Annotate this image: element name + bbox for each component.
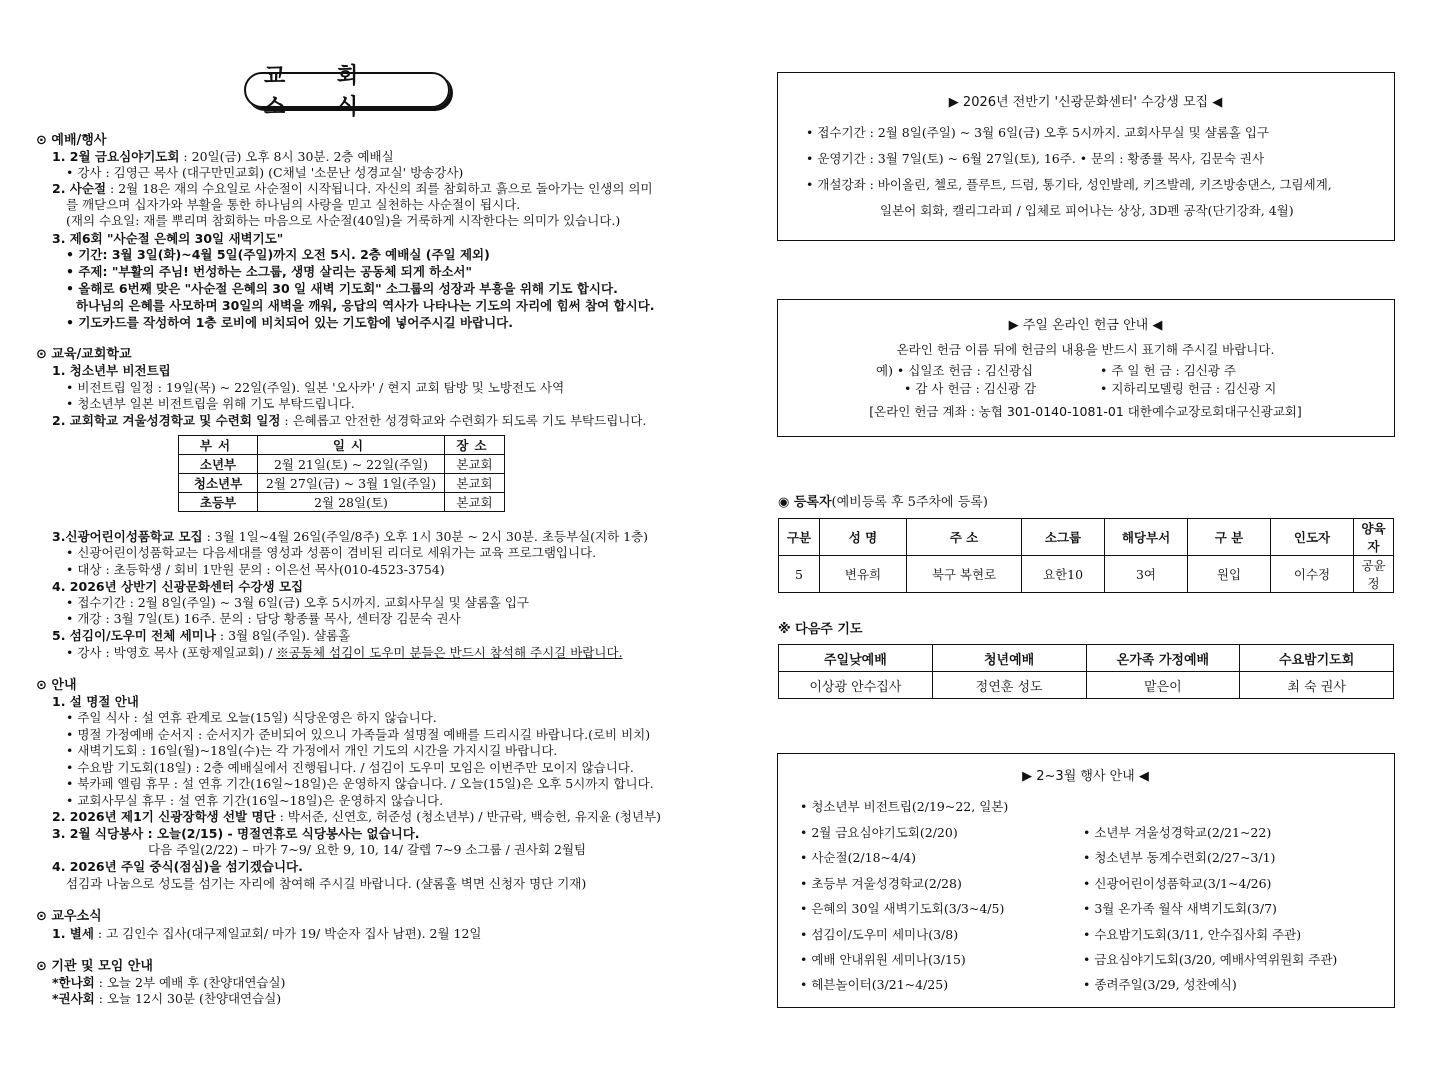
box-title: ▶ 2026년 전반기 '신광문화센터' 수강생 모집 ◀ <box>948 95 1223 110</box>
table-cell: 이수정 <box>1271 556 1354 593</box>
table-cell: 5 <box>779 556 820 593</box>
edu-item: • 청소년부 일본 비전트립을 위해 기도 부탁드립니다. <box>66 396 355 411</box>
section-heading: ⊙ 기관 및 모임 안내 <box>36 959 153 974</box>
table-header: 양육자 <box>1354 519 1394 556</box>
worship-item: • 올해로 6번째 맞은 "사순절 은혜의 30 일 새벽 기도회" 소그룹의 성장과 부흥을 위해 기도 합시다. <box>66 281 618 296</box>
members-item: 1. 별세 : 고 김인수 집사(대구제일교회/ 마가 19/ 박순자 집사 남편). 2월 12일 <box>52 926 482 941</box>
box-line: • 운영기간 : 3월 7일(토) ~ 6월 27일(토), 16주. • 문의 : 황종률 목사, 김문숙 권사 <box>806 151 1265 166</box>
table-cell: 2월 21일(토) ~ 22일(주일) <box>258 455 445 474</box>
section-heading: ⊙ 교육/교회학교 <box>36 347 132 362</box>
box-line: • 감 사 헌금 : 김신광 감 <box>904 381 1037 396</box>
notice-item: • 북카페 엘림 휴무 : 설 연휴 기간(16일~18일)은 운영하지 않습니다. / 오늘(15일)은 오후 5시까지 합니다. <box>66 776 654 791</box>
box-line: 일본어 회화, 캘리그라피 / 입체로 피어나는 상상, 3D펜 공작(단기강좌, 4월) <box>880 203 1294 218</box>
section-heading: ◉ 등록자(예비등록 후 5주차에 등록) <box>778 495 988 510</box>
table-row <box>779 556 1394 593</box>
worship-item: 를 깨닫으며 십자가와 부활을 통한 하나님의 사랑을 믿고 실천하는 사순절이 됩시다. <box>66 197 521 212</box>
box-line: 온라인 헌금 이름 뒤에 헌금의 내용을 반드시 표기해 주시길 바랍니다. <box>896 342 1275 357</box>
table-cell: 2월 27일(금) ~ 3월 1일(주일) <box>258 474 445 493</box>
list-item: • 2월 금요심야기도회(2/20) <box>800 825 958 840</box>
edu-item: 4. 2026년 상반기 신광문화센터 수강생 모집 <box>52 579 304 594</box>
edu-item: • 비전트립 일정 : 19일(목) ~ 22일(주일). 일본 '오사카' / 현지 교회 탐방 및 노방전도 사역 <box>66 380 565 395</box>
table-cell: 본교회 <box>445 455 505 474</box>
list-item: • 예배 안내위원 세미나(3/15) <box>800 952 966 967</box>
section-heading: ⊙ 교우소식 <box>36 909 102 924</box>
table-header: 구분 <box>779 519 820 556</box>
table-cell: 이상광 안수집사 <box>779 672 933 699</box>
culture-center-box <box>777 72 1395 241</box>
table-cell: 원입 <box>1188 556 1271 593</box>
list-item: • 헤븐놀이터(3/21~4/25) <box>800 977 949 992</box>
list-item: • 소년부 겨울성경학교(2/21~22) <box>1083 825 1272 840</box>
worship-item: 1. 2월 금요심야기도회 : 20일(금) 오후 8시 30분. 2층 예배실 <box>52 149 394 164</box>
table-cell: 최 숙 권사 <box>1240 672 1394 699</box>
table-header: 성 명 <box>820 519 907 556</box>
notice-item: • 교회사무실 휴무 : 설 연휴 기간(16일~18일)은 운영하지 않습니다. <box>66 793 444 808</box>
prayer-table <box>778 644 1394 699</box>
section-heading: ※ 다음주 기도 <box>778 622 863 637</box>
list-item: • 신광어린이성품학교(3/1~4/26) <box>1083 876 1272 891</box>
table-cell: 소년부 <box>179 455 258 474</box>
list-item: • 청소년부 동계수련회(2/27~3/1) <box>1083 850 1276 865</box>
worship-item: 3. 제6회 "사순절 은혜의 30일 새벽기도" <box>52 231 284 246</box>
worship-item: • 기도카드를 작성하여 1층 로비에 비치되어 있는 기도함에 넣어주시길 바랍니다. <box>66 315 514 330</box>
edu-item: 5. 섬김이/도우미 전체 세미나 : 3월 8일(주일). 샬롬홀 <box>52 628 351 643</box>
table-cell: 본교회 <box>445 493 505 512</box>
notice-item: • 수요밤 기도회(18일) : 2층 예배실에서 진행됩니다. / 섬김이 도우미 모임은 이번주만 모이지 않습니다. <box>66 760 634 775</box>
table-cell: 정연훈 성도 <box>932 672 1086 699</box>
box-line: 예) • 십일조 헌금 : 김신광십 <box>876 363 1034 378</box>
notice-item: • 주일 식사 : 설 연휴 관계로 오늘(15일) 식당운영은 하지 않습니다. <box>66 710 437 725</box>
notice-item: 4. 2026년 주일 중식(점심)을 섬기겠습니다. <box>52 859 303 874</box>
section-heading: ⊙ 예배/행사 <box>36 133 107 148</box>
table-header: 해당부서 <box>1105 519 1188 556</box>
list-item: • 청소년부 비전트립(2/19~22, 일본) <box>800 799 1009 814</box>
notice-item: 3. 2월 식당봉사 : 오늘(2/15) - 명절연휴로 식당봉사는 없습니다. <box>52 826 420 841</box>
table-cell: 초등부 <box>179 493 258 512</box>
table-cell: 3여 <box>1105 556 1188 593</box>
table-header: 일시 <box>258 436 445 455</box>
table-header: 주일낮예배 <box>779 645 933 672</box>
box-line: • 지하리모델링 헌금 : 김신광 지 <box>1100 381 1277 396</box>
edu-item: 2. 교회학교 겨울성경학교 및 수련회 일정 : 은혜롭고 안전한 성경학교와 수련회가 되도록 기도 부탁드립니다. <box>52 413 647 428</box>
table-row <box>179 493 505 512</box>
online-offering-box <box>777 299 1395 437</box>
schedule-table <box>178 435 505 512</box>
table-cell: 2월 28일(토) <box>258 493 445 512</box>
notice-item: 1. 설 명절 안내 <box>52 694 139 709</box>
notice-item: 섬김과 나눔으로 성도를 섬기는 자리에 참여해 주시길 바랍니다. (샬롬홀 벽면 신청자 명단 기재) <box>66 876 587 891</box>
box-line: [온라인 헌금 계좌 : 농협 301-0140-1081-01 대한예수교장로회대구신광교회] <box>869 404 1302 419</box>
table-cell: 변유희 <box>820 556 907 593</box>
list-item: • 사순절(2/18~4/4) <box>800 850 916 865</box>
table-header: 청년예배 <box>932 645 1086 672</box>
table-header: 인도자 <box>1271 519 1354 556</box>
table-cell: 본교회 <box>445 474 505 493</box>
list-item: • 초등부 겨울성경학교(2/28) <box>800 876 962 891</box>
edu-item: • 강사 : 박영호 목사 (포항제일교회) / ※공동체 섬김이 도우미 분들은 반드시 참석해 주시길 바랍니다. <box>66 645 623 660</box>
table-cell: 요한10 <box>1022 556 1105 593</box>
edu-item: 3.신광어린이성품학교 모집 : 3월 1일~4월 26일(주일/8주) 오후 1시 30분 ~ 2시 30분. 초등부실(지하 1층) <box>52 529 649 544</box>
notice-item: 다음 주일(2/22) – 마가 7~9/ 요한 9, 10, 14/ 갈렙 7~9 소그룹 / 권사회 2월팀 <box>148 842 587 857</box>
events-box <box>777 753 1395 1008</box>
table-header: 수요밤기도회 <box>1240 645 1394 672</box>
worship-item: • 강사 : 김영근 목사 (대구만민교회) (C채널 '소문난 성경교실' 방송강사) <box>66 165 464 180</box>
list-item: • 종려주일(3/29, 성찬예식) <box>1083 977 1237 992</box>
box-line: • 개설강좌 : 바이올린, 첼로, 플루트, 드럼, 통기타, 성인발레, 키즈발레, 키즈방송댄스, 그림세계, <box>806 177 1332 192</box>
table-cell: 맡은이 <box>1086 672 1240 699</box>
table-row <box>179 455 505 474</box>
notice-item: • 새벽기도회 : 16일(월)~18일(수)는 각 가정에서 개인 기도의 시간을 가지시길 바랍니다. <box>66 743 558 758</box>
box-title: ▶ 주일 온라인 헌금 안내 ◀ <box>1008 318 1163 333</box>
table-cell: 북구 복현로 <box>907 556 1022 593</box>
registrant-table <box>778 518 1394 593</box>
list-item: • 3월 온가족 월삭 새벽기도회(3/7) <box>1083 901 1277 916</box>
table-cell: 청소년부 <box>179 474 258 493</box>
table-row <box>179 474 505 493</box>
edu-item: • 접수기간 : 2월 8일(주일) ~ 3월 6일(금) 오후 5시까지. 교회사무실 및 샬롬홀 입구 <box>66 595 529 610</box>
worship-item: • 기간: 3월 3일(화)~4월 5일(주일)까지 오전 5시. 2층 예배실 (주일 제외) <box>66 247 490 262</box>
worship-item: 2. 사순절 : 2월 18은 재의 수요일로 사순절이 시작됩니다. 자신의 죄를 참회하고 흙으로 돌아가는 인생의 의미 <box>52 181 653 196</box>
list-item: • 수요밤기도회(3/11, 안수집사회 주관) <box>1083 927 1302 942</box>
edu-item: • 개강 : 3월 7일(토) 16주. 문의 : 담당 황종률 목사, 센터장 김문숙 권사 <box>66 611 461 626</box>
table-header: 부서 <box>179 436 258 455</box>
worship-item: (재의 수요일: 재를 뿌리며 참회하는 마음으로 사순절(40일)을 거룩하게 시작한다는 의미가 있습니다.) <box>66 213 621 228</box>
list-item: • 은혜의 30일 새벽기도회(3/3~4/5) <box>800 901 1005 916</box>
table-header: 구 분 <box>1188 519 1271 556</box>
edu-item: 1. 청소년부 비전트립 <box>52 363 171 378</box>
edu-item: • 신광어린이성품학교는 다음세대를 영성과 성품이 겸비된 리더로 세워가는 교육 프로그램입니다. <box>66 545 597 560</box>
box-title: ▶ 2~3월 행사 안내 ◀ <box>1022 769 1149 784</box>
table-cell: 공윤정 <box>1354 556 1394 593</box>
section-heading: ⊙ 안내 <box>36 678 77 693</box>
edu-item: • 대상 : 초등학생 / 회비 1만원 문의 : 이은선 목사(010-4523-3754) <box>66 562 445 577</box>
notice-item: 2. 2026년 제1기 신광장학생 선발 명단 : 박서준, 신연호, 허준성 (청소년부) / 반규락, 백승헌, 유지윤 (청년부) <box>52 809 662 824</box>
page-title: 교 회 소 식 <box>244 72 450 108</box>
notice-item: • 명절 가정예배 순서지 : 순서지가 준비되어 있으니 가족들과 설명절 예배를 드리시길 바랍니다.(로비 비치) <box>66 727 651 742</box>
table-header: 주 소 <box>907 519 1022 556</box>
table-header: 소그룹 <box>1022 519 1105 556</box>
list-item: • 섬김이/도우미 세미나(3/8) <box>800 927 959 942</box>
groups-item: *권사회 : 오늘 12시 30분 (찬양대연습실) <box>52 991 282 1006</box>
box-line: • 접수기간 : 2월 8일(주일) ~ 3월 6일(금) 오후 5시까지. 교회사무실 및 샬롬홀 입구 <box>806 125 1269 140</box>
table-row <box>779 672 1394 699</box>
list-item: • 금요심야기도회(3/20, 예배사역위원회 주관) <box>1083 952 1338 967</box>
worship-item: • 주제: "부활의 주님! 번성하는 소그룹, 생명 살리는 공동체 되게 하소서" <box>66 264 473 279</box>
box-line: • 주 일 헌 금 : 김신광 주 <box>1100 363 1236 378</box>
table-header: 장소 <box>445 436 505 455</box>
groups-item: *한나회 : 오늘 2부 예배 후 (찬양대연습실) <box>52 975 286 990</box>
worship-item: 하나님의 은혜를 사모하며 30일의 새벽을 깨워, 응답의 역사가 나타나는 기도의 자리에 힘써 참여 합시다. <box>76 298 655 313</box>
table-header: 온가족 가정예배 <box>1086 645 1240 672</box>
